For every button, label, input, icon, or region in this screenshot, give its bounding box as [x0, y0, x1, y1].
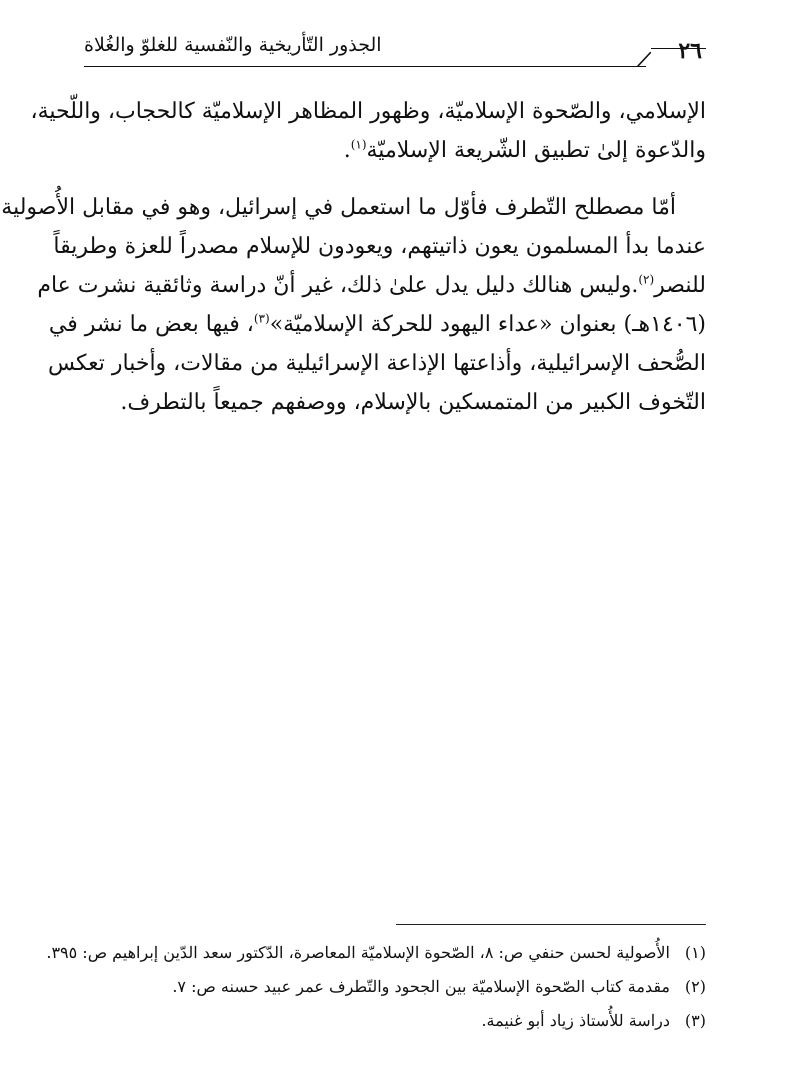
footnote-ref: (١) — [350, 137, 367, 152]
text-span: .وليس هنالك دليل يدل علىٰ ذلك، غير أنّ دراسة وثائقية نشرت عام — [37, 273, 639, 298]
header-rule — [84, 66, 646, 67]
paragraph-gap — [84, 170, 706, 188]
text-span: ، فيها بعض ما نشر في — [48, 312, 254, 337]
text-line: الإسلامي، والصّحوة الإسلاميّة، وظهور المظاهر الإسلاميّة كالحجاب، واللّحية، — [30, 99, 706, 124]
footnote-number: (٢) — [684, 977, 706, 996]
footnote-ref: (٢) — [638, 272, 655, 287]
text-span: . — [343, 138, 351, 163]
footnote-item — [46, 936, 706, 970]
text-span: والدّعوة إلىٰ تطبيق الشّريعة الإسلاميّة — [366, 138, 706, 163]
footnote-separator — [396, 924, 706, 925]
footnote-item — [84, 970, 706, 1004]
footnote-number: (٣) — [684, 1011, 706, 1030]
footnote-text: دراسة للأُستاذ زياد أبو غنيمة. — [481, 1011, 670, 1030]
page-number: ٢٦ — [678, 38, 702, 64]
footnote-text: مقدمة كتاب الصّحوة الإسلاميّة بين الجحود والتّطرف عمر عبيد حسنه ص: ٧. — [172, 977, 670, 996]
main-text — [1, 92, 706, 422]
running-title: الجذور التّأريخية والنّفسية للغلوّ والغُلاة — [84, 34, 382, 56]
footnotes — [46, 936, 706, 1038]
footnote-text: الأُصولية لحسن حنفي ص: ٨، الصّحوة الإسلاميّة المعاصرة، الدّكتور سعد الدّين إبراهيم ص: ٣٩٥. — [46, 943, 670, 962]
text-span: للنصر — [654, 273, 706, 298]
text-line — [48, 305, 706, 344]
text-span: (١٤٠٦هـ) بعنوان «عداء اليهود للحركة الإسلاميّة» — [269, 312, 706, 337]
page-header — [84, 32, 706, 72]
text-line: عندما بدأ المسلمون يعون ذاتيتهم، ويعودون للإسلام مصدراً للعزة وطريقاً — [53, 234, 706, 259]
header-slash-ornament — [637, 52, 651, 67]
text-line: الصُّحف الإسرائيلية، وأذاعتها الإذاعة الإسرائيلية من مقالات، وأخبار تعكس — [47, 351, 706, 376]
text-line: أمّا مصطلح التّطرف فأوّل ما استعمل في إسرائيل، وهو في مقابل الأُصولية — [1, 195, 676, 220]
footnote-ref: (٣) — [253, 311, 270, 326]
text-line: التّخوف الكبير من المتمسكين بالإسلام، ووصفهم جميعاً بالتطرف. — [120, 390, 706, 415]
footnote-number: (١) — [684, 943, 706, 962]
footnote-item — [84, 1004, 706, 1038]
text-line — [84, 131, 706, 170]
text-line — [37, 266, 706, 305]
